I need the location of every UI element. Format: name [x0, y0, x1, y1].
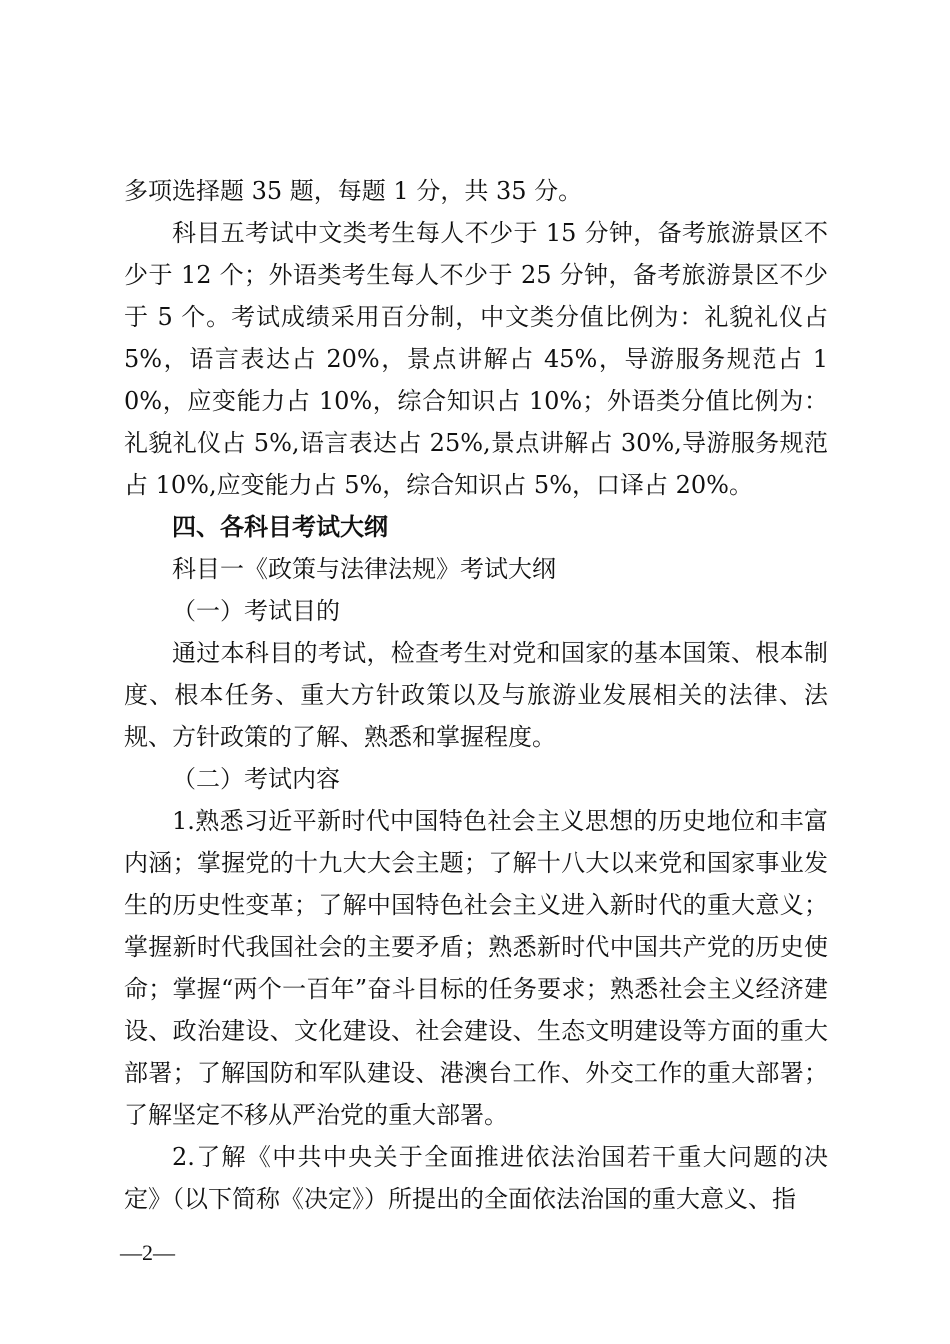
- page-number: —2—: [120, 1240, 175, 1265]
- section-heading-syllabus: 四、各科目考试大纲: [172, 513, 388, 541]
- document-body: [124, 170, 828, 1220]
- paragraph-content-item-2: 2.了解《中共中央关于全面推进依法治国若干重大问题的决定》（以下简称《决定》）所提出的全面依法治国的重大意义、指: [124, 1143, 828, 1213]
- paragraph-multiple-choice: 多项选择题 35 题，每题 1 分，共 35 分。: [124, 177, 583, 205]
- paragraph-exam-purpose: 通过本科目的考试，检查考生对党和国家的基本国策、根本制度、根本任务、重大方针政策以及与旅游业发展相关的法律、法规、方针政策的了解、熟悉和掌握程度。: [124, 639, 828, 751]
- subject-one-title: 科目一《政策与法律法规》考试大纲: [172, 555, 556, 583]
- paragraph-subject-five: 科目五考试中文类考生每人不少于 15 分钟，备考旅游景区不少于 12 个；外语类考生每人不少于 25 分钟，备考旅游景区不少于 5 个。考试成绩采用百分制，中文类分值比例为：礼貌礼仪占 5%，语言表达占 20%，景点讲解占 45%，导游服务规范占 10%，应变能力占 10%，综合知识占 10%；外语类分值比例为：礼貌礼仪占 5%,语言表达占 25%,景点讲解占 30%,导游服务规范占 10%,应变能力占 5%，综合知识占 5%，口译占 20%。: [124, 219, 828, 499]
- paragraph-content-item-1: 1.熟悉习近平新时代中国特色社会主义思想的历史地位和丰富内涵；掌握党的十九大大会主题；了解十八大以来党和国家事业发生的历史性变革；了解中国特色社会主义进入新时代的重大意义；掌握新时代我国社会的主要矛盾；熟悉新时代中国共产党的历史使命；掌握“两个一百年”奋斗目标的任务要求；熟悉社会主义经济建设、政治建设、文化建设、社会建设、生态文明建设等方面的重大部署；了解国防和军队建设、港澳台工作、外交工作的重大部署；了解坚定不移从严治党的重大部署。: [124, 807, 828, 1129]
- subheading-exam-content: （二）考试内容: [172, 765, 340, 793]
- subheading-exam-purpose: （一）考试目的: [172, 597, 340, 625]
